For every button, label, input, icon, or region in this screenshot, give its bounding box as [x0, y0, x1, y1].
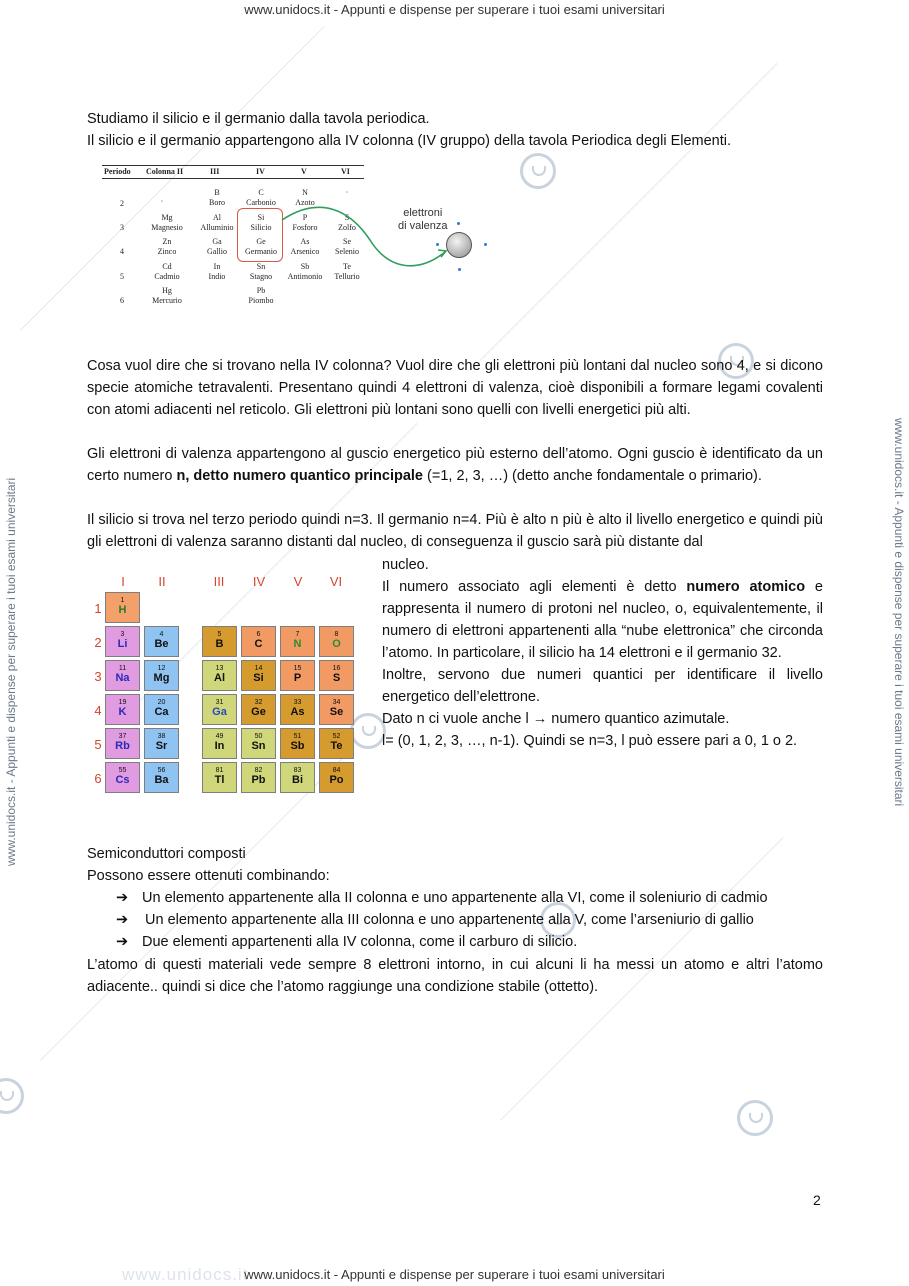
atomic-number: 51: [293, 733, 302, 740]
atomic-number: 6: [256, 631, 261, 638]
element-in: [192, 262, 242, 282]
element-symbol: Li: [117, 638, 128, 650]
symbol: Sb: [300, 262, 310, 271]
element-p: [280, 660, 315, 691]
atomic-number: 84: [332, 767, 341, 774]
name: Selenio: [335, 247, 359, 256]
element-symbol: Na: [115, 672, 130, 684]
element-symbol: Se: [329, 706, 344, 718]
element-symbol: Ga: [212, 706, 227, 718]
atomic-number: 20: [157, 699, 166, 706]
footer-watermark: www.unidocs.it - Appunti e dispense per superare i tuoi esami universitari: [244, 1267, 665, 1282]
element-as: [280, 694, 315, 725]
element-be: [144, 626, 179, 657]
symbol: Se: [343, 237, 351, 246]
element-symbol: Cs: [115, 774, 130, 786]
element-ga: [202, 694, 237, 725]
text: , detto: [185, 468, 233, 484]
closing-paragraph: L’atomo di questi materiali vede sempre 8 elettroni intorno, in cui alcuni li ha messi un atomo e altri l’atomo adiacente.. quindi si dice che l’atomo raggiunge una condizione stabile (ottetto).: [87, 957, 823, 995]
highlight-box-si-ge: [237, 208, 283, 262]
element-mg: [144, 660, 179, 691]
name: Fosforo: [292, 223, 318, 232]
element-te: [319, 728, 354, 759]
n-symbol: n: [176, 468, 186, 484]
atomic-number: 83: [293, 767, 302, 774]
watermark-logo-icon: [0, 1078, 24, 1114]
atomic-number: 16: [332, 665, 341, 672]
symbol: Zn: [162, 237, 172, 246]
atomic-number: 38: [157, 733, 166, 740]
bullet-item: [116, 909, 754, 931]
arrow-icon: ➔: [116, 890, 129, 906]
symbol: N: [302, 188, 308, 197]
element-symbol: S: [332, 672, 341, 684]
symbol: ·: [345, 188, 349, 197]
header-watermark: www.unidocs.it - Appunti e dispense per superare i tuoi esami universitari: [244, 2, 665, 17]
element-sr: [144, 728, 179, 759]
element-si: [241, 660, 276, 691]
period-4: 4: [120, 247, 124, 256]
atomic-number: 82: [254, 767, 263, 774]
row-label-1: 1: [94, 601, 102, 616]
symbol: In: [213, 262, 221, 271]
period-2: 2: [120, 199, 124, 208]
element-sn: [241, 728, 276, 759]
bullet-text: Due elementi appartenenti alla IV colonna, come il carburo di silicio.: [142, 934, 578, 950]
page-number: 2: [813, 1192, 821, 1208]
element-in: [202, 728, 237, 759]
ghost-watermark: www.unidocs.it: [122, 1265, 249, 1284]
period-6: 6: [120, 296, 124, 305]
atomic-number: 15: [293, 665, 302, 672]
header-col-vi: VI: [341, 167, 350, 176]
element-symbol: Bi: [292, 774, 303, 786]
atomic-number: 14: [254, 665, 263, 672]
colored-periodic-table: [86, 570, 366, 800]
name: Magnesio: [151, 223, 183, 232]
right-column-text: [382, 554, 823, 752]
element-al: [192, 213, 242, 233]
symbol: Mg: [161, 213, 173, 222]
element-se: [319, 694, 354, 725]
atomic-number: 49: [215, 733, 224, 740]
column-label-iii: III: [213, 574, 225, 589]
atomic-number: 3: [120, 631, 125, 638]
name: Alluminio: [200, 223, 234, 232]
text: (=1, 2, 3, …) (detto anche fondamentale o primario).: [423, 468, 762, 484]
element-symbol: K: [118, 706, 127, 718]
element-symbol: P: [293, 672, 302, 684]
atomic-number: 11: [118, 665, 127, 672]
header-col-v: V: [301, 167, 307, 176]
element-dot: [322, 188, 372, 198]
symbol: Sn: [256, 262, 266, 271]
intro-line-2: Il silicio e il germanio appartengono alla IV colonna (IV gruppo) della tavola Periodica degli Elementi.: [87, 133, 732, 149]
element-symbol: Ca: [154, 706, 169, 718]
symbol: Hg: [162, 286, 172, 295]
atomic-number: 1: [120, 597, 125, 604]
period-2-dot: ·: [160, 197, 164, 206]
symbol: P: [302, 213, 308, 222]
element-symbol: O: [332, 638, 341, 650]
element-symbol: N: [293, 638, 302, 650]
watermark-logo-icon: [737, 1100, 773, 1136]
valence-label-1: elettroni: [403, 207, 443, 219]
name: Gallio: [207, 247, 227, 256]
element-symbol: Si: [253, 672, 264, 684]
text: e rappresenta il numero di protoni nel nucleo, o, equivalentemente, il numero di elettroni appartenenti alla “nube elettronica” che circonda l’atomo. In particolare, il silicio ha 14 elettroni e il germanio 32.: [382, 579, 823, 661]
element-pb: [236, 286, 286, 306]
column-label-iv: IV: [252, 574, 266, 589]
element-symbol: In: [214, 740, 225, 752]
element-sn: [236, 262, 286, 282]
name: Zinco: [157, 247, 177, 256]
element-al: [202, 660, 237, 691]
element-symbol: Te: [330, 740, 343, 752]
paragraph-azimutale: Dato n ci vuole anche l → numero quantico azimutale.: [382, 711, 730, 727]
element-zn: [142, 237, 192, 257]
atomic-number: 5: [217, 631, 222, 638]
bold-term: numero quantico principale: [232, 468, 423, 484]
element-symbol: Sr: [155, 740, 168, 752]
atomic-number: 55: [118, 767, 127, 774]
text-nucleo: nucleo.: [382, 557, 429, 573]
symbol: S: [344, 213, 350, 222]
name: Carbonio: [246, 198, 276, 207]
bullet-item: [116, 931, 577, 953]
element-symbol: Sn: [251, 740, 266, 752]
atomic-number: 50: [254, 733, 263, 740]
element-b: [202, 626, 237, 657]
element-symbol: Be: [154, 638, 169, 650]
text: Gli elettroni di valenza appartengono al guscio energetico più esterno dell’atomo. Ogni guscio è identificato da un certo numero: [87, 446, 823, 484]
element-symbol: Al: [214, 672, 225, 684]
atomic-number: 8: [334, 631, 339, 638]
element-n: [280, 626, 315, 657]
element-ca: [144, 694, 179, 725]
element-c: [236, 188, 286, 208]
element-k: [105, 694, 140, 725]
atomic-number: 81: [215, 767, 224, 774]
header-col-ii: Colonna II: [146, 167, 184, 176]
element-c: [241, 626, 276, 657]
electron-dot: [436, 243, 439, 246]
atomic-number: 7: [295, 631, 300, 638]
row-label-2: 2: [94, 635, 102, 650]
table-top-rule: [102, 165, 364, 166]
name: Mercurio: [152, 296, 182, 305]
name: Zolfo: [338, 223, 356, 232]
paragraph-guscio: [87, 443, 823, 487]
element-li: [105, 626, 140, 657]
name: Germanio: [245, 247, 277, 256]
name: Boro: [209, 198, 225, 207]
element-ge: [241, 694, 276, 725]
name: Piombo: [248, 296, 274, 305]
electron-dot: [458, 268, 461, 271]
atomic-number: 52: [332, 733, 341, 740]
element-symbol: Pb: [251, 774, 266, 786]
atomic-number: 13: [215, 665, 224, 672]
element-symbol: Rb: [115, 740, 130, 752]
element-pb: [241, 762, 276, 793]
element-hg: [142, 286, 192, 306]
symbol: C: [258, 188, 264, 197]
atom-icon: [446, 232, 472, 258]
intro-line-1: Studiamo il silicio e il germanio dalla tavola periodica.: [87, 111, 430, 127]
name: Tellurio: [334, 272, 360, 281]
valence-label-2: di valenza: [398, 220, 448, 232]
element-bi: [280, 762, 315, 793]
element-symbol: B: [215, 638, 224, 650]
element-ga: [192, 237, 242, 257]
paragraph-iv-colonna: Cosa vuol dire che si trovano nella IV colonna? Vuol dire che gli elettroni più lontani dal nucleo sono 4, e si dicono specie atomiche tetravalenti. Presentano quindi 4 elettroni di valenza, cioè disponibili a formare legami covalenti con atomi adiacenti nel reticolo. Gli elettroni più lontani sono quelli con livelli energetici più alti.: [87, 358, 823, 418]
element-symbol: Ge: [251, 706, 266, 718]
element-symbol: H: [118, 604, 127, 616]
name: Cadmio: [154, 272, 180, 281]
symbol: Ga: [212, 237, 222, 246]
header-col-iv: IV: [256, 167, 265, 176]
period-3: 3: [120, 223, 124, 232]
paragraph-l-values: l= (0, 1, 2, 3, …, n-1). Quindi se n=3, l può essere pari a 0, 1 o 2.: [382, 733, 798, 749]
atomic-number: 33: [293, 699, 302, 706]
paragraph-periodo: Il silicio si trova nel terzo periodo quindi n=3. Il germanio n=4. Più è alto n più è alto il livello energetico e quindi più gli elettroni di valenza saranno distanti dal nucleo, di conseguenza il guscio sarà più distante dal: [87, 512, 823, 550]
symbol: Te: [343, 262, 351, 271]
watermark-logo-icon: [520, 153, 556, 189]
element-s: [319, 660, 354, 691]
row-label-3: 3: [94, 669, 102, 684]
table-header-rule: [102, 178, 364, 179]
element-o: [319, 626, 354, 657]
atomic-number: 4: [159, 631, 164, 638]
valence-label: [398, 207, 448, 233]
column-label-vi: VI: [329, 574, 343, 589]
element-po: [319, 762, 354, 793]
name: Indio: [208, 272, 226, 281]
paragraph-numeri-quantici: Inoltre, servono due numeri quantici per identificare il livello energetico dell’elettrone.: [382, 667, 823, 705]
left-side-watermark: www.unidocs.it - Appunti e dispense per superare i tuoi esami universitari: [4, 477, 18, 866]
row-label-6: 6: [94, 771, 102, 786]
symbol: Si: [257, 213, 265, 222]
compounds-intro: Possono essere ottenuti combinando:: [87, 868, 330, 884]
column-label-i: I: [121, 574, 125, 589]
electron-dot: [457, 222, 460, 225]
name: Silicio: [250, 223, 272, 232]
column-label-v: V: [293, 574, 303, 589]
element-symbol: C: [254, 638, 263, 650]
element-sb: [280, 728, 315, 759]
element-rb: [105, 728, 140, 759]
element-cs: [105, 762, 140, 793]
element-mg: [142, 213, 192, 233]
element-symbol: Sb: [290, 740, 305, 752]
bullet-text: Un elemento appartenente alla II colonna e uno appartenente alla VI, come il soleniurio di cadmio: [142, 890, 768, 906]
atomic-number: 31: [215, 699, 224, 706]
element-na: [105, 660, 140, 691]
atomic-number: 32: [254, 699, 263, 706]
symbol: Al: [213, 213, 221, 222]
name: Arsenico: [290, 247, 320, 256]
electron-dot: [484, 243, 487, 246]
header-periodo: Periodo: [104, 167, 131, 176]
bullet-text: Un elemento appartenente alla III colonna e uno appartenente alla V, come l’arseniurio di gallio: [145, 912, 754, 928]
name: Antimonio: [287, 272, 323, 281]
period-5: 5: [120, 272, 124, 281]
element-symbol: Ba: [154, 774, 169, 786]
paragraph-numero-atomico: [382, 576, 823, 664]
atomic-number: 34: [332, 699, 341, 706]
atomic-number: 12: [157, 665, 166, 672]
symbol: B: [214, 188, 220, 197]
text: Il numero associato agli elementi è detto: [382, 579, 687, 595]
element-cd: [142, 262, 192, 282]
symbol: Ge: [256, 237, 266, 246]
right-side-watermark: www.unidocs.it - Appunti e dispense per superare i tuoi esami universitari: [892, 418, 906, 807]
symbol: Cd: [162, 262, 172, 271]
atomic-number: 37: [118, 733, 127, 740]
symbol: As: [300, 237, 310, 246]
element-b: [192, 188, 242, 208]
element-symbol: Po: [329, 774, 344, 786]
atomic-number: 56: [157, 767, 166, 774]
name: Stagno: [249, 272, 273, 281]
bold-term: numero atomico: [686, 579, 806, 595]
column-label-ii: II: [158, 574, 166, 589]
row-label-5: 5: [94, 737, 102, 752]
header-col-iii: III: [210, 167, 220, 176]
row-label-4: 4: [94, 703, 102, 718]
element-symbol: As: [290, 706, 305, 718]
element-ba: [144, 762, 179, 793]
element-symbol: Mg: [153, 672, 170, 684]
arrow-icon: ➔: [116, 934, 129, 950]
atomic-number: 19: [118, 699, 127, 706]
name: Azoto: [295, 198, 315, 207]
bullet-item: [116, 887, 768, 909]
section-title: Semiconduttori composti: [87, 846, 246, 862]
arrow-icon: ➔: [116, 912, 129, 928]
element-h: [105, 592, 140, 623]
symbol: Pb: [256, 286, 266, 295]
element-tl: [202, 762, 237, 793]
element-symbol: Tl: [214, 774, 225, 786]
